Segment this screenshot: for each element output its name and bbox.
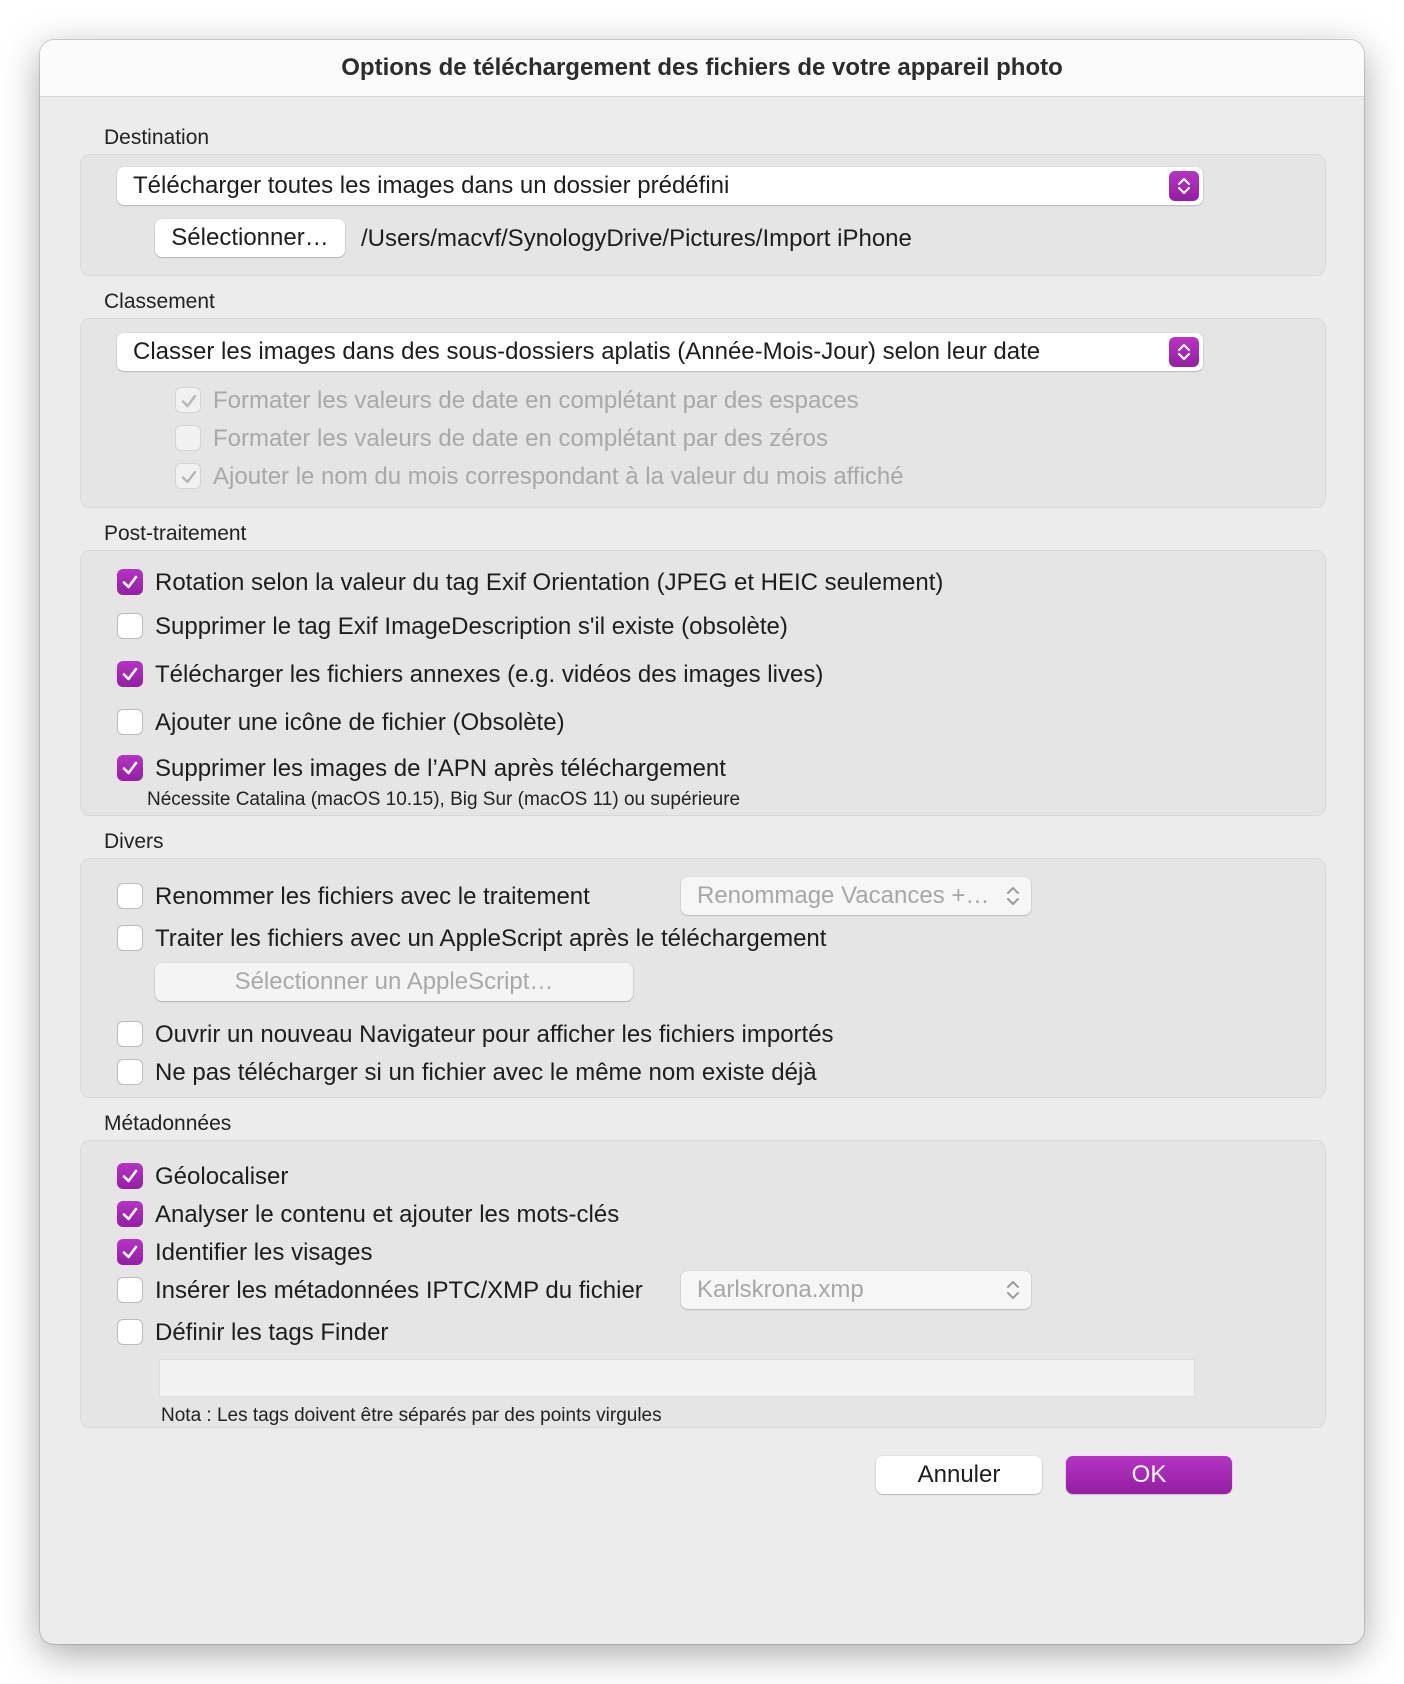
applescript-checkbox[interactable] [117,925,143,951]
keywords-checkbox[interactable] [117,1201,143,1227]
download-sidecar-checkbox[interactable] [117,661,143,687]
classement-popup-value: Classer les images dans des sous-dossiers aplatis (Année-Mois-Jour) selon leur date [133,338,1041,365]
popup-chevrons-icon [1005,1276,1021,1316]
iptc-file-value: Karlskrona.xmp [697,1276,864,1303]
keywords-label: Analyser le contenu et ajouter les mots-clés [155,1201,620,1228]
divers-section-label: Divers [104,830,164,853]
skip-existing-checkbox[interactable] [117,1059,143,1085]
rename-checkbox[interactable] [117,883,143,909]
select-folder-button[interactable]: Sélectionner… [155,219,345,257]
delete-after-download-checkbox[interactable] [117,755,143,781]
popup-chevrons-icon [1005,882,1021,922]
destination-popup-value: Télécharger toutes les images dans un dossier prédéfini [133,172,730,199]
remove-imagedescription-label: Supprimer le tag Exif ImageDescription s'il existe (obsolète) [155,613,788,640]
skip-existing-label: Ne pas télécharger si un fichier avec le même nom existe déjà [155,1059,817,1086]
finder-tags-checkbox[interactable] [117,1319,143,1345]
exif-rotation-checkbox[interactable] [117,569,143,595]
geolocate-label: Géolocaliser [155,1163,289,1190]
delete-after-download-label: Supprimer les images de l’APN après téléchargement [155,755,726,782]
metadonnees-section-label: Métadonnées [104,1112,232,1135]
classement-group [80,318,1326,508]
metadonnees-group [80,1140,1326,1428]
file-icon-label: Ajouter une icône de fichier (Obsolète) [155,709,565,736]
remove-imagedescription-checkbox[interactable] [117,613,143,639]
destination-group [80,154,1326,276]
exif-rotation-label: Rotation selon la valeur du tag Exif Orientation (JPEG et HEIC seulement) [155,569,944,596]
destination-popup[interactable] [117,167,1203,205]
iptc-checkbox[interactable] [117,1277,143,1303]
file-icon-checkbox[interactable] [117,709,143,735]
geolocate-checkbox[interactable] [117,1163,143,1189]
rename-label: Renommer les fichiers avec le traitement [155,883,590,910]
dialog-title: Options de téléchargement des fichiers de votre appareil photo [40,40,1364,97]
download-sidecar-label: Télécharger les fichiers annexes (e.g. vidéos des images lives) [155,661,824,688]
pad-spaces-label: Formater les valeurs de date en complétant par des espaces [213,387,859,414]
rename-preset-popup[interactable] [681,877,1031,915]
iptc-file-popup[interactable] [681,1271,1031,1309]
tags-separator-note: Nota : Les tags doivent être séparés par des points virgules [161,1405,662,1426]
pad-spaces-checkbox[interactable] [175,387,201,413]
iptc-label: Insérer les métadonnées IPTC/XMP du fichier [155,1277,643,1304]
destination-path: /Users/macvf/SynologyDrive/Pictures/Import iPhone [361,225,912,252]
popup-chevrons-icon [1169,337,1199,367]
pad-zeros-label: Formater les valeurs de date en complétant par des zéros [213,425,828,452]
pad-zeros-checkbox[interactable] [175,425,201,451]
finder-tags-input[interactable] [159,1359,1195,1397]
faces-label: Identifier les visages [155,1239,373,1266]
classement-section-label: Classement [104,290,215,313]
popup-chevrons-icon [1169,171,1199,201]
post-traitement-section-label: Post-traitement [104,522,247,545]
open-browser-checkbox[interactable] [117,1021,143,1047]
divers-group [80,858,1326,1098]
ok-button[interactable]: OK [1066,1456,1232,1494]
applescript-label: Traiter les fichiers avec un AppleScript après le téléchargement [155,925,827,952]
macos-requirement-note: Nécessite Catalina (macOS 10.15), Big Sur (macOS 11) ou supérieure [147,789,741,810]
select-applescript-button[interactable]: Sélectionner un AppleScript… [155,963,633,1001]
rename-preset-value: Renommage Vacances +… [697,882,990,909]
classement-popup[interactable] [117,333,1203,371]
cancel-button[interactable]: Annuler [876,1456,1042,1494]
month-name-label: Ajouter le nom du mois correspondant à la valeur du mois affiché [213,463,904,490]
faces-checkbox[interactable] [117,1239,143,1265]
download-options-dialog [40,40,1364,1644]
month-name-checkbox[interactable] [175,463,201,489]
finder-tags-label: Définir les tags Finder [155,1319,389,1346]
open-browser-label: Ouvrir un nouveau Navigateur pour afficher les fichiers importés [155,1021,834,1048]
post-traitement-group [80,550,1326,816]
destination-section-label: Destination [104,126,210,149]
